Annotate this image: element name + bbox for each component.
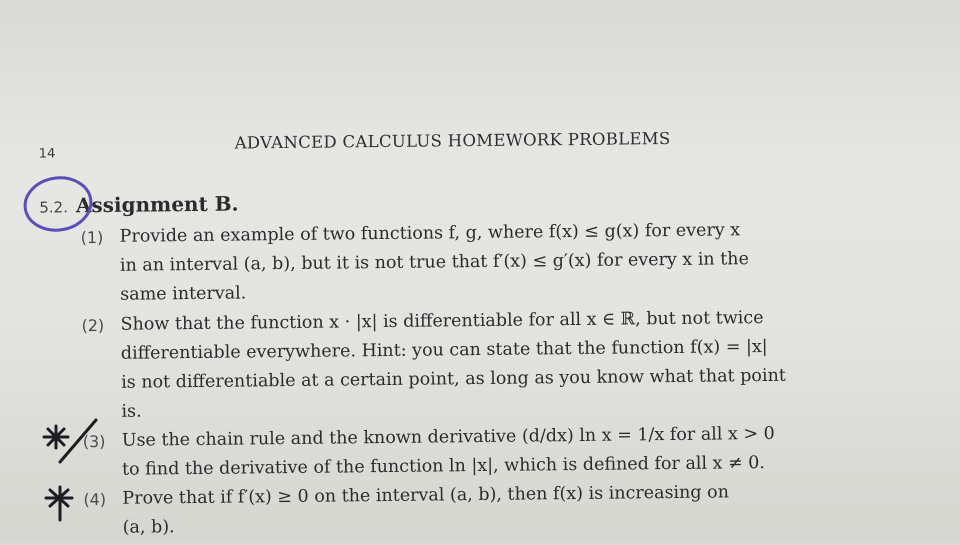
problem-text-line: Provide an example of two functions f, g, where f(x) ≤ g(x) for every x bbox=[119, 220, 741, 247]
circle-mark-icon bbox=[22, 174, 95, 235]
running-header: ADVANCED CALCULUS HOMEWORK PROBLEMS bbox=[234, 128, 671, 153]
problem-text-line: in an interval (a, b), but it is not true that f′(x) ≤ g′(x) for every x in the bbox=[119, 249, 749, 276]
problem-number: (3) bbox=[82, 431, 106, 452]
star-mark-icon bbox=[44, 420, 96, 462]
page-number: 14 bbox=[38, 146, 56, 162]
problem-text-line: (a, b). bbox=[122, 517, 175, 538]
problem-text-line: Show that the function x · |x| is differentiable for all x ∈ ℝ, but not twice bbox=[120, 308, 764, 335]
problem-text-line: is not differentiable at a certain point, as long as you know what that point bbox=[121, 365, 786, 393]
section-title: Assignment B. bbox=[75, 191, 239, 218]
problem-text-line: same interval. bbox=[120, 283, 247, 305]
problem-text-line: differentiable everywhere. Hint: you can state that the function f(x) = |x| bbox=[120, 336, 768, 364]
problem-text-line: Prove that if f′(x) ≥ 0 on the interval (a, b), then f(x) is increasing on bbox=[122, 482, 730, 509]
problem-number: (4) bbox=[83, 489, 107, 510]
problem-text-line: to find the derivative of the function ln |x|, which is defined for all x ≠ 0. bbox=[121, 453, 766, 480]
problem-text-line: is. bbox=[121, 401, 142, 422]
star-mark-icon bbox=[46, 487, 72, 520]
problem-number: (1) bbox=[80, 227, 104, 248]
problem-text-line: Use the chain rule and the known derivative (d/dx) ln x = 1/x for all x > 0 bbox=[121, 423, 775, 451]
problem-number: (2) bbox=[81, 315, 105, 336]
section-number: 5.2. bbox=[39, 198, 69, 217]
